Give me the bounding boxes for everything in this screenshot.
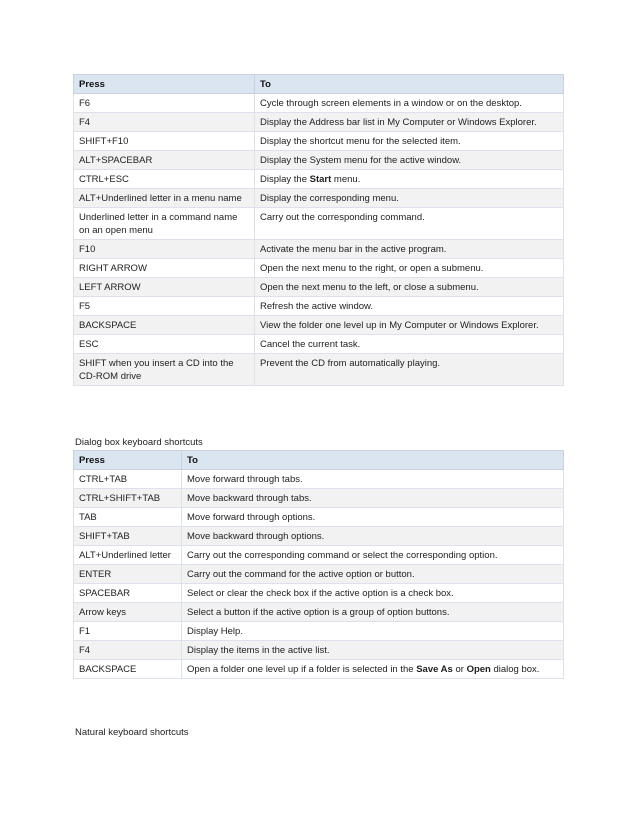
table-row bbox=[74, 151, 564, 170]
column-header-press: Press bbox=[74, 75, 255, 94]
column-header-to: To bbox=[182, 451, 564, 470]
key-combination: F5 bbox=[74, 297, 255, 316]
table-row bbox=[74, 603, 564, 622]
table-row bbox=[74, 470, 564, 489]
action-description: Refresh the active window. bbox=[255, 297, 564, 316]
table-row bbox=[74, 259, 564, 278]
table-row bbox=[74, 297, 564, 316]
table-row bbox=[74, 641, 564, 660]
action-description: Carry out the command for the active option or button. bbox=[182, 565, 564, 584]
table-row bbox=[74, 584, 564, 603]
bold-term: Save As bbox=[416, 664, 453, 675]
key-combination: F1 bbox=[74, 622, 182, 641]
action-description: Prevent the CD from automatically playing. bbox=[255, 354, 564, 386]
key-combination: RIGHT ARROW bbox=[74, 259, 255, 278]
table-row bbox=[74, 113, 564, 132]
key-combination: ENTER bbox=[74, 565, 182, 584]
table-row bbox=[74, 316, 564, 335]
action-description: Display the shortcut menu for the selected item. bbox=[255, 132, 564, 151]
key-combination: F10 bbox=[74, 240, 255, 259]
key-combination: LEFT ARROW bbox=[74, 278, 255, 297]
action-description: Display the Address bar list in My Computer or Windows Explorer. bbox=[255, 113, 564, 132]
action-description: Move backward through tabs. bbox=[182, 489, 564, 508]
key-combination: ESC bbox=[74, 335, 255, 354]
table-row bbox=[74, 565, 564, 584]
key-combination: CTRL+TAB bbox=[74, 470, 182, 489]
key-combination: TAB bbox=[74, 508, 182, 527]
key-combination: ALT+Underlined letter bbox=[74, 546, 182, 565]
action-description: View the folder one level up in My Computer or Windows Explorer. bbox=[255, 316, 564, 335]
action-description: Move forward through tabs. bbox=[182, 470, 564, 489]
section-caption: Dialog box keyboard shortcuts bbox=[75, 437, 203, 448]
key-combination: SHIFT when you insert a CD into the CD-ROM drive bbox=[74, 354, 255, 386]
key-combination: F4 bbox=[74, 113, 255, 132]
description-text: Display the bbox=[260, 174, 310, 185]
description-text: Open a folder one level up if a folder is selected in the bbox=[187, 664, 417, 675]
action-description: Open the next menu to the left, or close a submenu. bbox=[255, 278, 564, 297]
key-combination: SHIFT+F10 bbox=[74, 132, 255, 151]
action-description: Display the corresponding menu. bbox=[255, 189, 564, 208]
table-row bbox=[74, 335, 564, 354]
table-row bbox=[74, 660, 564, 679]
action-description: Display the items in the active list. bbox=[182, 641, 564, 660]
key-combination: ALT+Underlined letter in a menu name bbox=[74, 189, 255, 208]
table-row bbox=[74, 489, 564, 508]
action-description: Display Help. bbox=[182, 622, 564, 641]
key-combination: CTRL+SHIFT+TAB bbox=[74, 489, 182, 508]
action-description: Display the System menu for the active window. bbox=[255, 151, 564, 170]
action-description: Select a button if the active option is a group of option buttons. bbox=[182, 603, 564, 622]
action-description: Carry out the corresponding command or select the corresponding option. bbox=[182, 546, 564, 565]
table-row bbox=[74, 278, 564, 297]
windows-shortcuts-table bbox=[73, 74, 564, 386]
action-description: Cancel the current task. bbox=[255, 335, 564, 354]
table-row bbox=[74, 132, 564, 151]
column-header-to: To bbox=[255, 75, 564, 94]
table-row bbox=[74, 170, 564, 189]
action-description: Activate the menu bar in the active program. bbox=[255, 240, 564, 259]
action-description bbox=[255, 170, 564, 189]
key-combination: Underlined letter in a command name on an open menu bbox=[74, 208, 255, 240]
description-text: menu. bbox=[331, 174, 361, 185]
table-row bbox=[74, 527, 564, 546]
bold-term: Open bbox=[466, 664, 491, 675]
table-header-row bbox=[74, 75, 564, 94]
description-text: dialog box. bbox=[490, 664, 540, 675]
action-description: Move forward through options. bbox=[182, 508, 564, 527]
table-row bbox=[74, 546, 564, 565]
key-combination: F6 bbox=[74, 94, 255, 113]
table-row bbox=[74, 508, 564, 527]
table-row bbox=[74, 240, 564, 259]
key-combination: BACKSPACE bbox=[74, 316, 255, 335]
key-combination: F4 bbox=[74, 641, 182, 660]
column-header-press: Press bbox=[74, 451, 182, 470]
table-row bbox=[74, 94, 564, 113]
action-description: Cycle through screen elements in a window or on the desktop. bbox=[255, 94, 564, 113]
key-combination: Arrow keys bbox=[74, 603, 182, 622]
bold-term: Start bbox=[309, 174, 332, 185]
key-combination: BACKSPACE bbox=[74, 660, 182, 679]
action-description: Move backward through options. bbox=[182, 527, 564, 546]
dialog-shortcuts-table bbox=[73, 450, 564, 679]
section-caption: Natural keyboard shortcuts bbox=[75, 727, 189, 738]
action-description: Open the next menu to the right, or open a submenu. bbox=[255, 259, 564, 278]
table-row bbox=[74, 354, 564, 386]
table-row bbox=[74, 622, 564, 641]
table-row bbox=[74, 208, 564, 240]
key-combination: SHIFT+TAB bbox=[74, 527, 182, 546]
key-combination: SPACEBAR bbox=[74, 584, 182, 603]
description-text: or bbox=[452, 664, 467, 675]
key-combination: CTRL+ESC bbox=[74, 170, 255, 189]
action-description: Carry out the corresponding command. bbox=[255, 208, 564, 240]
key-combination: ALT+SPACEBAR bbox=[74, 151, 255, 170]
table-header-row bbox=[74, 451, 564, 470]
action-description: Select or clear the check box if the active option is a check box. bbox=[182, 584, 564, 603]
table-row bbox=[74, 189, 564, 208]
action-description bbox=[182, 660, 564, 679]
